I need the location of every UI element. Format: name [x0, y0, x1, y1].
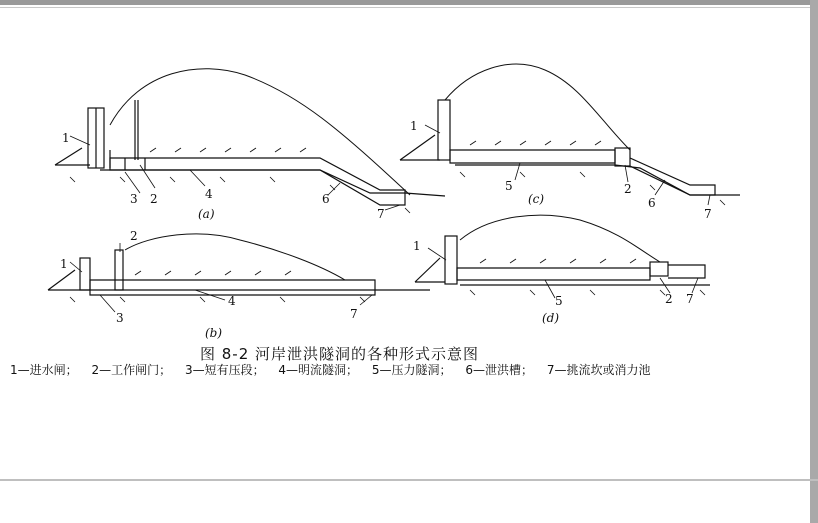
panel-d-intake-gate: [445, 236, 457, 284]
panel-c-intake-gate: [438, 100, 450, 160]
panel-c-labels: [410, 119, 712, 221]
figure-legend: [10, 361, 660, 378]
panel-a-labels: [62, 131, 385, 221]
panel-b: [48, 234, 430, 312]
panel-b-labels: [60, 229, 358, 340]
panel-d: [415, 215, 710, 298]
panel-a-label-7: 7: [377, 207, 385, 221]
figure-caption: 图 8-2 河岸泄洪隧洞的各种形式示意图: [200, 345, 480, 363]
panel-d-labels: [413, 239, 694, 325]
panel-b-tunnel: [90, 280, 375, 295]
panel-b-intake-gate: [80, 258, 90, 290]
panel-a-label-3: 3: [130, 192, 138, 206]
panel-d-label-1: 1: [413, 239, 421, 253]
panel-c-label-2: 2: [624, 182, 632, 196]
panel-a-tag: (a): [198, 207, 215, 221]
panel-a-label-2: 2: [150, 192, 158, 206]
panel-d-tunnel: [457, 268, 650, 280]
panel-c-tag: (c): [528, 192, 545, 206]
panel-d-hill: [460, 215, 660, 262]
panel-b-hill: [125, 234, 345, 280]
panel-a-label-4: 4: [205, 187, 213, 201]
legend-item-flip-bucket: 7—挑流坎或消力池: [546, 363, 651, 377]
panel-c-label-6: 6: [648, 196, 656, 210]
legend-item-spillway-chute: 6—泄洪槽；: [465, 363, 533, 377]
panel-b-label-1: 1: [60, 257, 68, 271]
panel-d-label-5: 5: [555, 294, 563, 308]
panel-c-label-5: 5: [505, 179, 513, 193]
panel-a-label-1: 1: [62, 131, 70, 145]
panel-c-label-1: 1: [410, 119, 418, 133]
panel-b-label-7: 7: [350, 307, 358, 321]
legend-item-free-flow-tunnel: 4—明流隧洞；: [278, 363, 359, 377]
panel-b-tag: (b): [205, 326, 223, 340]
panel-d-gate: [650, 262, 668, 276]
panel-a: [55, 69, 445, 213]
panel-a-hill: [110, 69, 410, 195]
panel-a-ground: [55, 148, 445, 196]
panel-c-gate: [615, 148, 630, 166]
legend-item-pressure-tunnel: 5—压力隧洞；: [371, 363, 452, 377]
panel-b-label-4: 4: [228, 294, 236, 308]
panel-b-label-3: 3: [116, 311, 124, 325]
panel-c-ground: [400, 135, 740, 195]
legend-item-short-pressure: 3—短有压段；: [184, 363, 265, 377]
panel-b-label-2: 2: [130, 229, 138, 243]
legend-item-intake: 1—进水闸；: [10, 363, 78, 377]
panel-d-label-7: 7: [686, 292, 694, 306]
panel-d-tag: (d): [542, 311, 560, 325]
panel-c-hill: [445, 64, 630, 150]
panel-c: [400, 64, 740, 205]
panel-d-label-2: 2: [665, 292, 673, 306]
panel-c-tunnel: [450, 150, 615, 163]
legend-item-work-gate: 2—工作闸门；: [91, 363, 172, 377]
panel-c-label-7: 7: [704, 207, 712, 221]
panel-a-label-6: 6: [322, 192, 330, 206]
